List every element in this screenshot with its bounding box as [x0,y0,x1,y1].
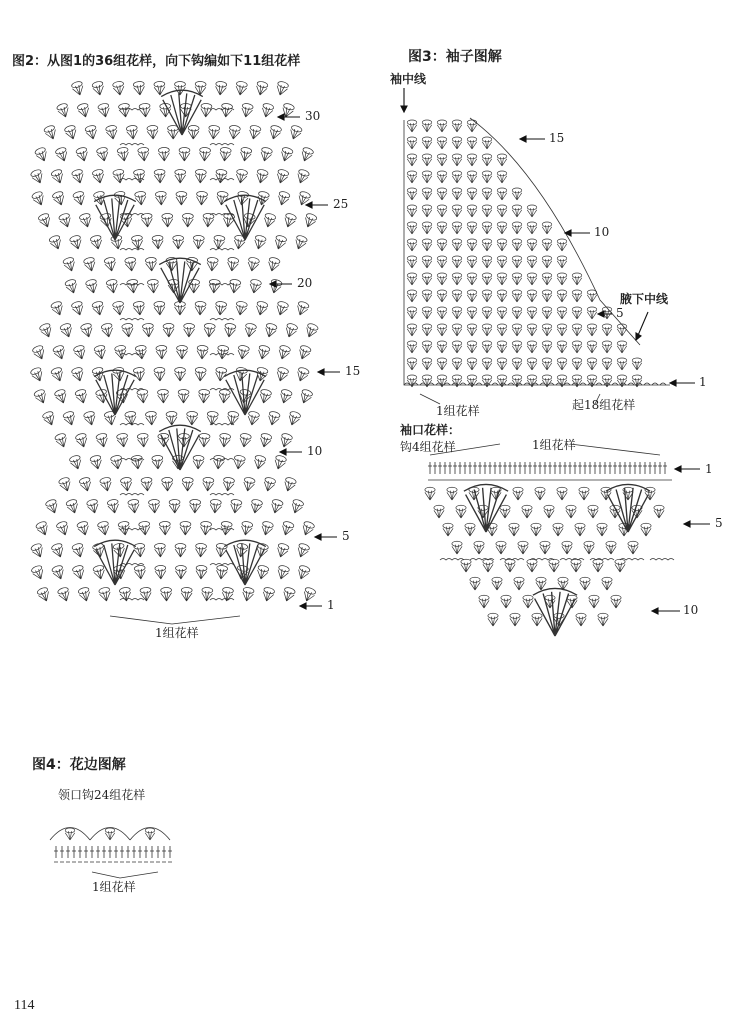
fig4-repeat-label: 1组花样 [92,880,136,894]
fig2-row-5: 5 [342,529,350,543]
fig2-row-20: 20 [297,276,313,290]
fig4-subtitle: 领口钩24组花样 [58,788,146,802]
fig2-row-25: 25 [333,197,349,211]
fig3-underarm-label: 腋下中线 [620,292,669,306]
fig2-row-10: 10 [307,444,323,458]
cuff-subtitle: 钩4组花样 [400,440,456,454]
page-number: 114 [14,998,35,1013]
cuff-row-10: 10 [683,603,699,617]
fig4-chart [50,828,172,863]
cuff-row-1: 1 [705,462,713,476]
cuff-row-5: 5 [715,516,723,530]
fig3-row-5: 5 [616,306,624,320]
fig3-title: 图3：袖子图解 [408,49,502,65]
fig4-title: 图4：花边图解 [32,757,126,773]
fig2-title: 图2：从图1的36组花样，向下钩编如下11组花样 [12,54,301,69]
fig3-start-label: 起18组花样 [572,398,636,412]
fig2-row-15: 15 [345,364,361,378]
fig3-chart [404,118,670,387]
cuff-repeat-label: 1组花样 [532,438,576,452]
fig3-sleeve-center-label: 袖中线 [390,72,427,86]
fig3-row-1: 1 [699,375,707,389]
fig3-row-10: 10 [594,225,610,239]
fig2-row-1: 1 [327,598,335,612]
cuff-title: 袖口花样： [400,423,461,437]
fig3-row-15: 15 [549,131,565,145]
fig2-row-30: 30 [305,109,321,123]
fig3-repeat-label: 1组花样 [436,404,480,418]
cuff-chart [425,462,674,636]
fig2-chart [30,81,319,604]
fig2-repeat-label: 1组花样 [155,626,199,640]
